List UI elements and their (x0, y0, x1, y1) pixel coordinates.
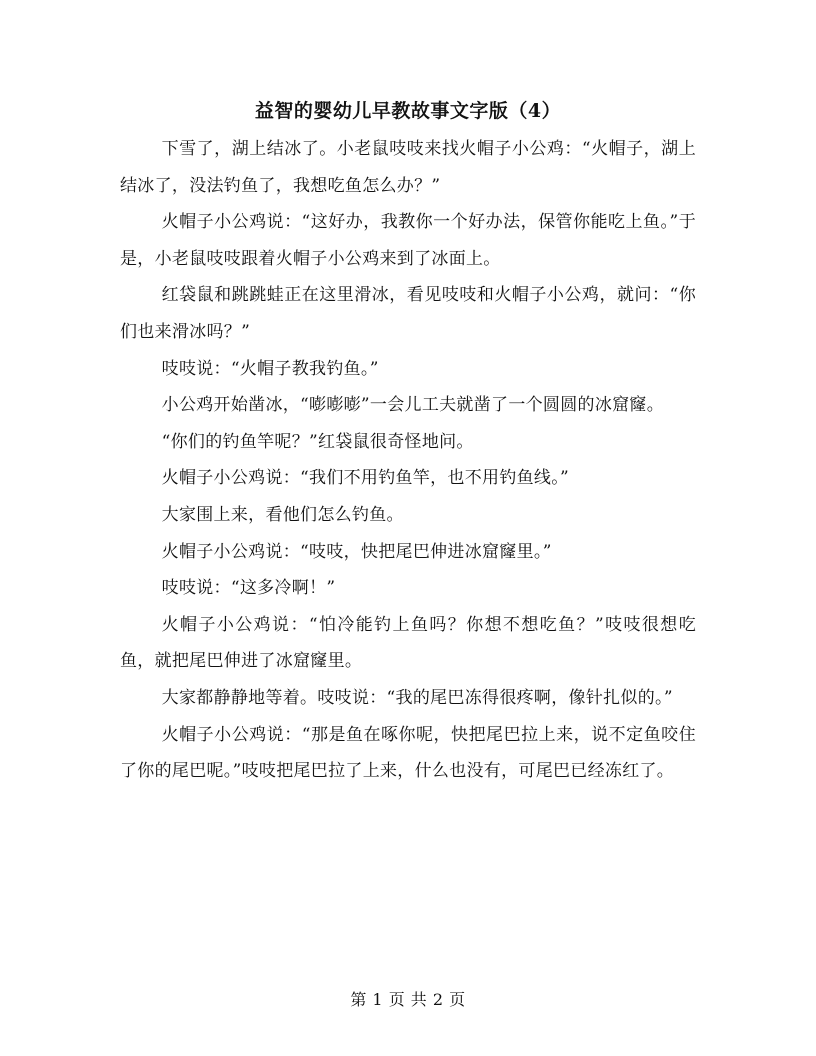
paragraph: 大家围上来，看他们怎么钓鱼。 (161, 504, 404, 525)
paragraph: 火帽子小公鸡说：“这好办，我教你一个好办法，保管你能吃上鱼。”于是，小老鼠吱吱跟着火帽子小公鸡来到了冰面上。 (120, 212, 696, 269)
paragraph: 吱吱说：“这多冷啊！” (161, 578, 336, 599)
page-number-footer: 第 1 页 共 2 页 (350, 990, 466, 1009)
paragraph: 下雪了，湖上结冰了。小老鼠吱吱来找火帽子小公鸡：“火帽子，湖上结冰了，没法钓鱼了，我想吃鱼怎么办？” (120, 139, 696, 196)
paragraph: 火帽子小公鸡说：“我们不用钓鱼竿，也不用钓鱼线。” (161, 468, 570, 489)
paragraph: 小公鸡开始凿冰，“嘭嘭嘭”一会儿工夫就凿了一个圆圆的冰窟窿。 (161, 395, 665, 416)
paragraph: 红袋鼠和跳跳蛙正在这里滑冰，看见吱吱和火帽子小公鸡，就问：“你们也来滑冰吗？” (120, 285, 696, 342)
paragraph: 火帽子小公鸡说：“怕冷能钓上鱼吗？你想不想吃鱼？”吱吱很想吃鱼，就把尾巴伸进了冰窟窿里。 (120, 614, 696, 672)
paragraph: 吱吱说：“火帽子教我钓鱼。” (161, 358, 379, 379)
document-title: 益智的婴幼儿早教故事文字版（4） (254, 100, 562, 122)
document-body (120, 131, 696, 790)
paragraph: 火帽子小公鸡说：“吱吱，快把尾巴伸进冰窟窿里。” (161, 541, 552, 562)
paragraph: 火帽子小公鸡说：“那是鱼在啄你呢，快把尾巴拉上来，说不定鱼咬住了你的尾巴呢。”吱吱把尾巴拉了上来，什么也没有，可尾巴已经冻红了。 (120, 724, 696, 782)
paragraph: “你们的钓鱼竿呢？”红袋鼠很奇怪地问。 (161, 431, 474, 452)
paragraph: 大家都静静地等着。吱吱说：“我的尾巴冻得很疼啊，像针扎似的。” (161, 687, 673, 708)
